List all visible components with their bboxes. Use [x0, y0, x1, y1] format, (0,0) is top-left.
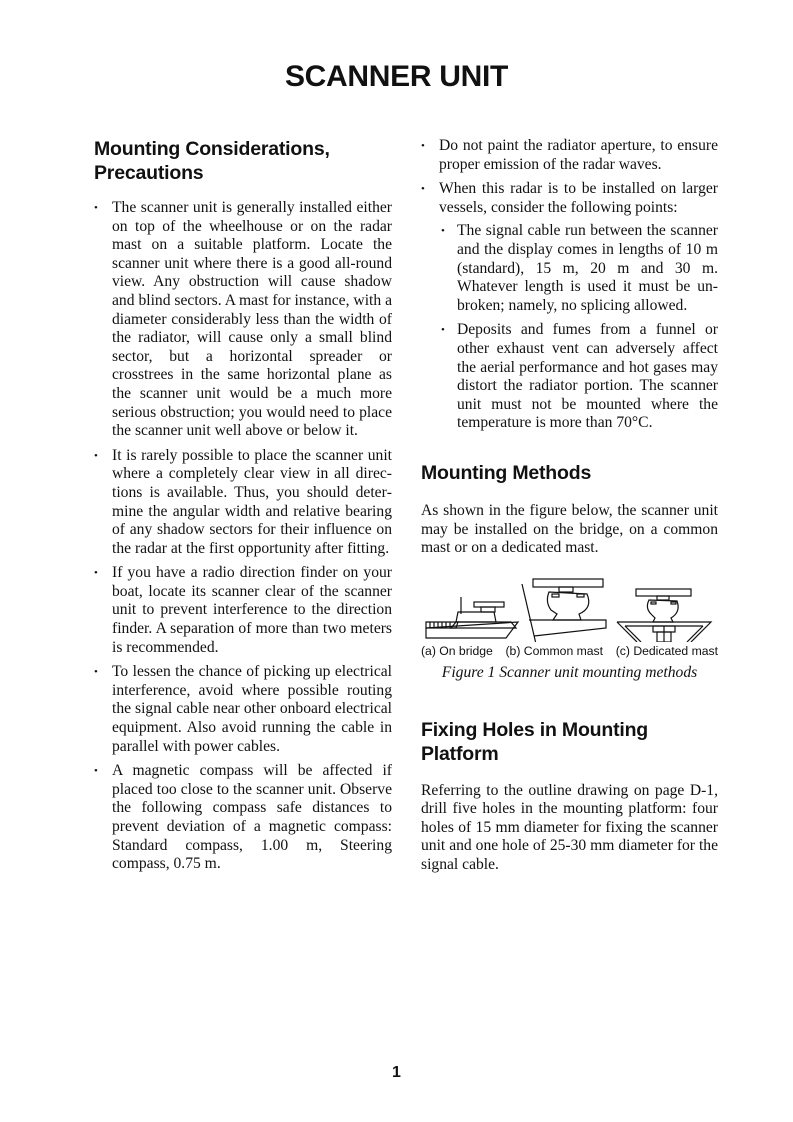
figure-label-b: (b) Common mast — [505, 643, 604, 658]
precautions-list — [94, 199, 392, 874]
mounting-methods-body: As shown in the figure below, the scanner unit may be installed on the bridge, on a common mast or on a dedicated mast. — [421, 501, 718, 557]
fixing-holes-section — [421, 718, 718, 875]
section-heading-mounting-methods: Mounting Methods — [421, 461, 592, 484]
precautions-list-continued — [421, 137, 718, 433]
figure-labels — [421, 644, 718, 658]
left-column — [94, 137, 392, 880]
larger-vessel-points — [439, 222, 718, 433]
figure-mounting-methods — [421, 572, 718, 682]
list-item — [421, 180, 718, 433]
right-column — [421, 137, 718, 875]
fixing-holes-body: Referring to the outline drawing on page D-1, drill five holes in the mounting platform: four holes of 15 mm diameter for fixing the scanner unit and one hole of 25-30 mm diameter for the signal cable. — [421, 781, 718, 874]
sub-list-item: • The signal cable run between the scanner and the display comes in lengths of 10 m (standard), 15 m, 20 m and 30 m. Whatever length is used it must be unbroken; namely, no splicing allowed. — [439, 222, 718, 315]
list-item-text: When this radar is to be installed on larger vessels, consider the following points: — [439, 180, 718, 216]
list-item: • Do not paint the radiator aperture, to ensure proper emission of the radar waves. — [421, 137, 718, 174]
section-heading-fixing-holes: Fixing Holes in Mounting Platform — [421, 718, 649, 765]
list-item: • A magnetic compass will be affected if placed too close to the scanner unit. Observe the following compass safe distances to prevent deviation of a magnetic compass: Standard compass, 1.00 m, Steering compass, 0.75 m. — [94, 762, 392, 874]
common-mast-illustration — [522, 579, 606, 642]
figure-label-a: (a) On bridge — [421, 643, 493, 658]
boat-bridge-illustration — [426, 597, 518, 638]
page-title: SCANNER UNIT — [284, 60, 509, 93]
figure-caption: Figure 1 Scanner unit mounting methods — [441, 663, 698, 681]
mounting-methods-figure — [421, 572, 718, 642]
figure-label-c: (c) Dedicated mast — [615, 643, 718, 658]
page-number: 1 — [392, 1064, 401, 1081]
sub-list-item: • Deposits and fumes from a funnel or other exhaust vent can adversely affect the aerial performance and hot gases may distort the radiator portion. The scanner unit must not be mounted where the temperature is more than 70°C. — [439, 321, 718, 433]
dedicated-mast-illustration — [617, 589, 711, 642]
list-item: • To lessen the chance of picking up electrical interference, avoid where possible routing the signal cable near other onboard electrical equipment. Also avoid running the cable in parallel with power cables. — [94, 663, 392, 756]
section-heading-mounting-considerations: Mounting Considerations, Precautions — [94, 138, 330, 184]
mounting-methods-section — [421, 461, 718, 682]
list-item: • The scanner unit is generally installed either on top of the wheelhouse or on the radar mast on a suitable platform. Locate the scanner unit where there is a good all-round view. Any obstruction will cause shadow and blind sectors. A mast for instance, with a diameter considerably less than the width of the radiator, will cause only a small blind sector, but a horizontal spreader or crosstrees in the same horizontal plane as the scanner unit would be a much more serious obstruction; you would need to place the scanner unit well above or below it. — [94, 199, 392, 441]
list-item: • If you have a radio direction finder on your boat, locate its scanner clear of the scanner unit to prevent interference to the direction finder. A separation of more than two meters is recommended. — [94, 564, 392, 657]
list-item: • It is rarely possible to place the scanner unit where a completely clear view in all directions is available. Thus, you should determine the angular width and relative bearing of any shadow sectors for their influence on the radar at the first opportunity after fitting. — [94, 447, 392, 559]
